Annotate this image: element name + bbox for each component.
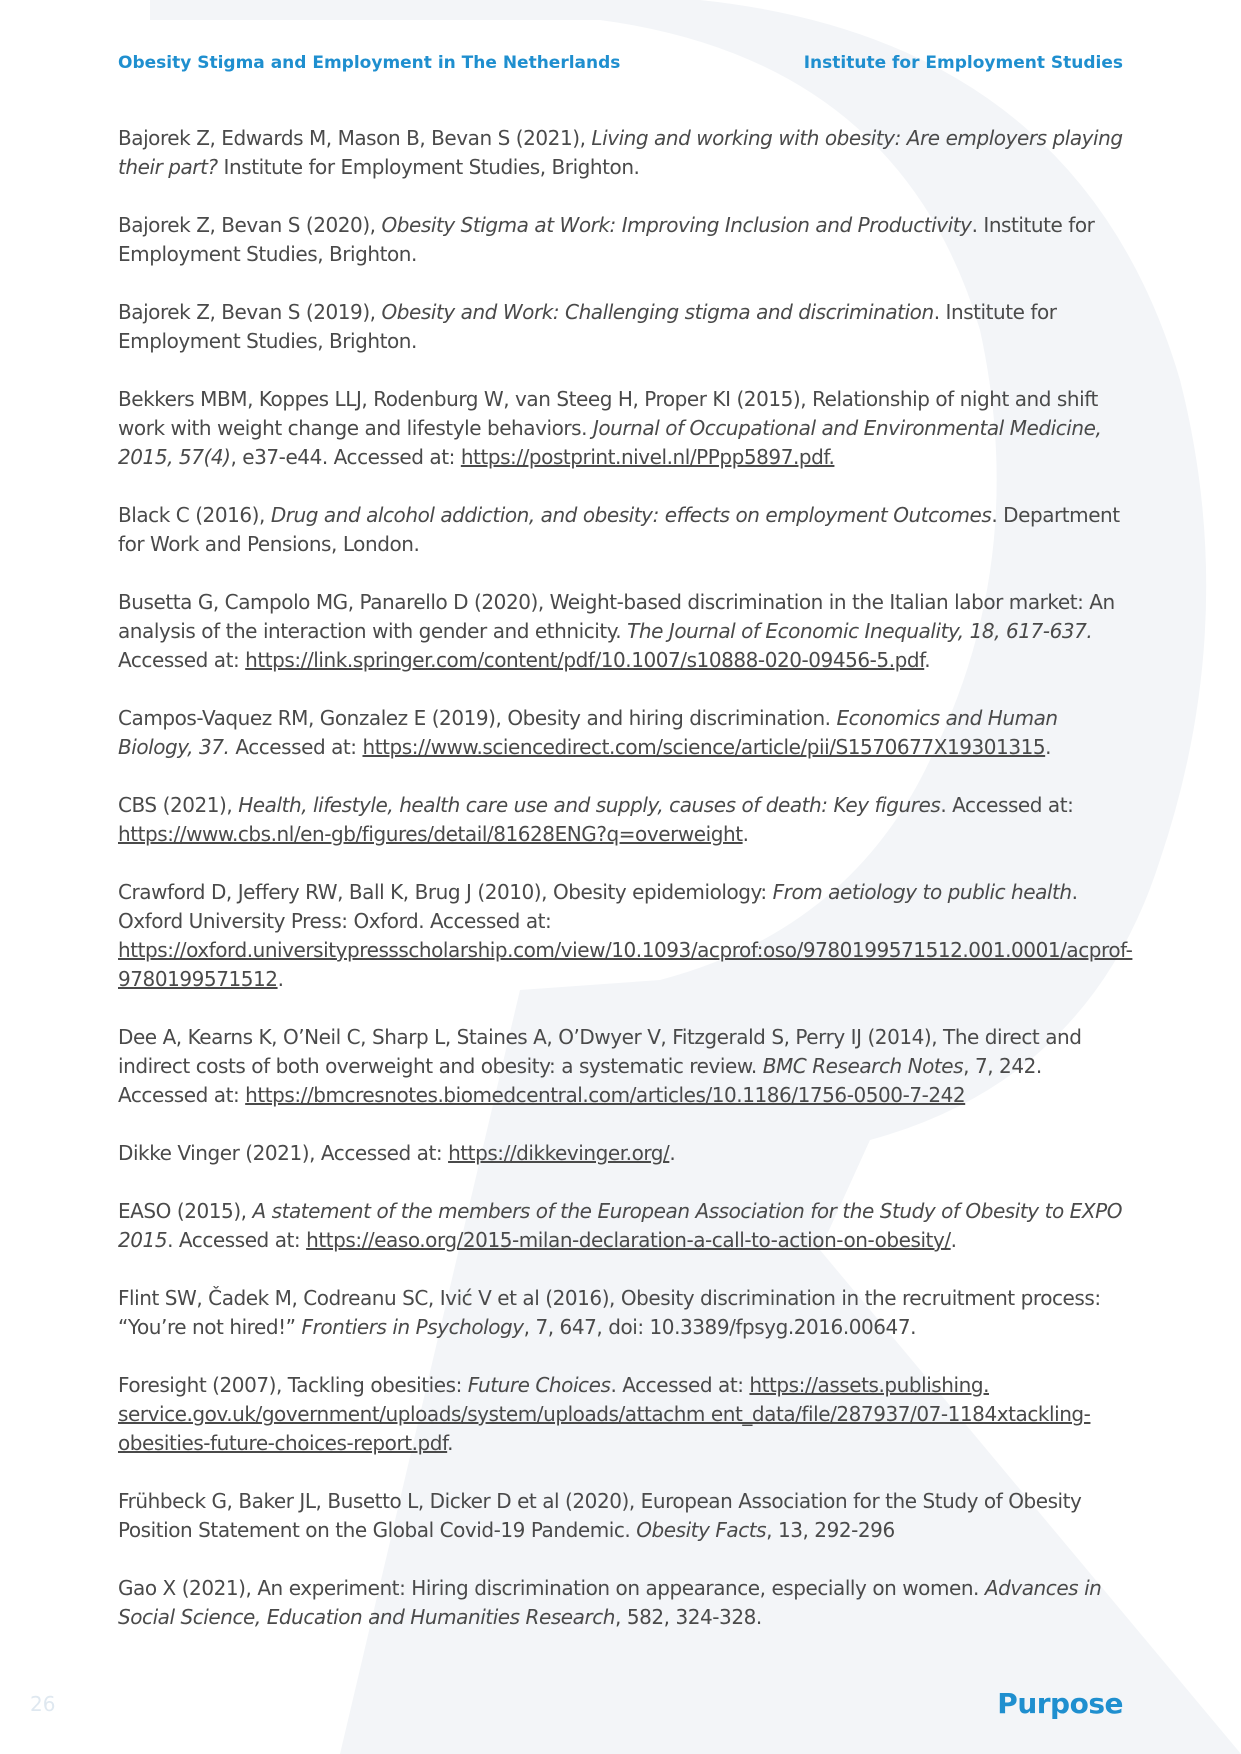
reference-text: . — [742, 822, 749, 846]
reference-text: Dikke Vinger (2021), Accessed at: — [118, 1141, 449, 1165]
reference-entry — [118, 385, 1123, 472]
reference-text: , 13, 292-296 — [766, 1518, 895, 1542]
reference-title: Advances in Social Science, Education and Humanities Research — [118, 1576, 1102, 1629]
reference-title: Frontiers in Psychology — [301, 1315, 524, 1339]
reference-text: Accessed at: — [118, 648, 246, 672]
reference-text: . — [924, 648, 931, 672]
reference-entry — [118, 501, 1123, 559]
reference-text: Dee A, Kearns K, O’Neil C, Sharp L, Staines A, O’Dwyer V, Fitzgerald S, Perry IJ (2014), The direct and indirect costs of both overweight and obesity: a systematic review. — [118, 1025, 1082, 1078]
reference-link[interactable]: https://easo.org/2015-milan-declaration-a-call-to-action-on-obesity/ — [306, 1228, 951, 1252]
reference-text: Bajorek Z, Edwards M, Mason B, Bevan S (2021), — [118, 126, 592, 150]
reference-text: Gao X (2021), An experiment: Hiring discrimination on appearance, especially on women. — [118, 1576, 985, 1600]
reference-text: . Department for Work and Pensions, London. — [118, 503, 1120, 556]
reference-entry — [118, 1487, 1123, 1545]
reference-link[interactable]: https://link.springer.com/content/pdf/10.1007/s10888-020-09456-5.pdf — [245, 648, 925, 672]
running-header — [118, 50, 1123, 76]
reference-entry — [118, 1574, 1123, 1632]
reference-entry — [118, 1371, 1123, 1458]
reference-title: Drug and alcohol addiction, and obesity: effects on employment Outcomes — [270, 503, 992, 527]
reference-text: Busetta G, Campolo MG, Panarello D (2020), Weight-based discrimination in the Italian labor market: An analysis of the interaction with gender and ethnicity. — [118, 590, 1115, 643]
reference-text: , 582, 324-328. — [615, 1605, 762, 1629]
reference-entry — [118, 1023, 1123, 1110]
reference-text: Flint SW, Čadek M, Codreanu SC, Ivić V et al (2016), Obesity discrimination in the recruitment process: “You’re not hired!” — [118, 1286, 1101, 1339]
reference-text: . — [447, 1431, 454, 1455]
reference-title: A statement of the members of the European Association for the Study of Obesity to EXPO 2015 — [118, 1199, 1122, 1252]
reference-entry — [118, 298, 1123, 356]
reference-text: Black C (2016), — [118, 503, 271, 527]
reference-text: Institute for Employment Studies, Brighton. — [217, 155, 640, 179]
reference-text: . Accessed at: — [940, 793, 1074, 817]
reference-title: Obesity Stigma at Work: Improving Inclusion and Productivity — [381, 213, 972, 237]
reference-title: Future Choices — [467, 1373, 611, 1397]
reference-title: Obesity and Work: Challenging stigma and discrimination — [381, 300, 934, 324]
reference-text: . — [950, 1228, 957, 1252]
reference-text: . Accessed at: — [610, 1373, 750, 1397]
reference-text: , 7, 242. Accessed at: — [118, 1054, 1042, 1107]
reference-link[interactable]: https://postprint.nivel.nl/PPpp5897.pdf. — [460, 445, 835, 469]
reference-entry — [118, 1197, 1123, 1255]
reference-text: Campos-Vaquez RM, Gonzalez E (2019), Obesity and hiring discrimination. — [118, 706, 837, 730]
reference-link[interactable]: https://assets.publishing. service.gov.uk/government/uploads/system/uploads/attachm ent_data/file/287937/07-1184xtackling-obesities-future-choices-report.pdf — [118, 1373, 1091, 1455]
reference-text: . Oxford University Press: Oxford. Accessed at: — [118, 880, 1078, 933]
reference-text: Foresight (2007), Tackling obesities: — [118, 1373, 468, 1397]
reference-title: From aetiology to public health — [772, 880, 1072, 904]
reference-entry — [118, 1139, 1123, 1168]
header-document-title: Obesity Stigma and Employment in The Netherlands — [118, 53, 621, 73]
purpose-logo: Purpose — [997, 1687, 1123, 1720]
reference-text: . — [277, 967, 284, 991]
reference-title: Economics and Human Biology, 37. — [118, 706, 1058, 759]
reference-text: EASO (2015), — [118, 1199, 253, 1223]
reference-text: Accessed at: — [229, 735, 363, 759]
reference-title: Journal of Occupational and Environmental Medicine, 2015, 57(4) — [118, 416, 1102, 469]
reference-text: . Institute for Employment Studies, Brighton. — [118, 213, 1095, 266]
reference-title: Living and working with obesity: Are employers playing their part? — [118, 126, 1123, 179]
reference-title: The Journal of Economic Inequality, 18, 617-637. — [627, 619, 1093, 643]
reference-entry — [118, 124, 1123, 182]
reference-link[interactable]: https://oxford.universitypressscholarship.com/view/10.1093/acprof:oso/9780199571512.001.0001/acprof-9780199571512 — [118, 938, 1133, 991]
reference-title: Obesity Facts — [636, 1518, 767, 1542]
reference-entry — [118, 588, 1123, 675]
page-number: 26 — [30, 1692, 56, 1716]
reference-text: Crawford D, Jeffery RW, Ball K, Brug J (2010), Obesity epidemiology: — [118, 880, 773, 904]
reference-entry — [118, 1284, 1123, 1342]
reference-entry — [118, 704, 1123, 762]
reference-text: . — [669, 1141, 676, 1165]
reference-link[interactable]: https://www.cbs.nl/en-gb/figures/detail/81628ENG?q=overweight — [118, 822, 743, 846]
reference-text: Frühbeck G, Baker JL, Busetto L, Dicker D et al (2020), European Association for the Study of Obesity Position Statement on the Global Covid-19 Pandemic. — [118, 1489, 1082, 1542]
reference-text: CBS (2021), — [118, 793, 239, 817]
reference-text: . Institute for Employment Studies, Brighton. — [118, 300, 1057, 353]
reference-entry — [118, 791, 1123, 849]
reference-list — [118, 124, 1133, 1661]
reference-text: Bajorek Z, Bevan S (2020), — [118, 213, 382, 237]
reference-text: , 7, 647, doi: 10.3389/fpsyg.2016.00647. — [523, 1315, 917, 1339]
reference-link[interactable]: https://www.sciencedirect.com/science/article/pii/S1570677X19301315 — [362, 735, 1046, 759]
header-organisation: Institute for Employment Studies — [803, 53, 1123, 73]
reference-entry — [118, 211, 1123, 269]
reference-text: , e37-e44. Accessed at: — [230, 445, 461, 469]
reference-link[interactable]: https://dikkevinger.org/ — [448, 1141, 670, 1165]
reference-text: . — [1045, 735, 1052, 759]
reference-entry — [118, 878, 1133, 994]
reference-text: Bajorek Z, Bevan S (2019), — [118, 300, 382, 324]
reference-title: Health, lifestyle, health care use and supply, causes of death: Key figures — [238, 793, 941, 817]
reference-text: . Accessed at: — [167, 1228, 307, 1252]
reference-link[interactable]: https://bmcresnotes.biomedcentral.com/articles/10.1186/1756-0500-7-242 — [245, 1083, 966, 1107]
reference-text: Bekkers MBM, Koppes LLJ, Rodenburg W, van Steeg H, Proper KI (2015), Relationship of night and shift work with weight change and lifestyle behaviors. — [118, 387, 1098, 440]
reference-title: BMC Research Notes — [762, 1054, 964, 1078]
